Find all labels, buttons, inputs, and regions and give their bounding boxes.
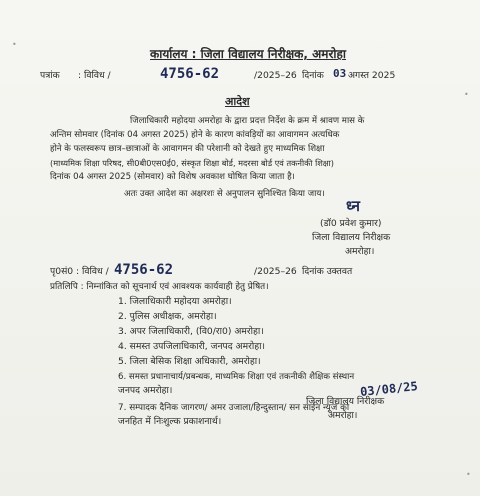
copy-item-2: 2. पुलिस अधीक्षक, अमरोहा। [118,311,217,322]
officer-designation-2: जिला विद्यालय निरीक्षक [306,396,385,407]
paper-speck: • [12,40,17,49]
dispatch-year: /2025–26 [254,266,297,277]
signature-mark-2: 03/08/25 [359,379,419,399]
officer-place-2: अमरोहा। [328,410,358,421]
copy-item-6: 6. समस्त प्रधानाचार्य/प्रबन्धक, माध्यमिक शिक्षा एवं तकनीकी शैक्षिक संस्थान [118,372,355,382]
dispatch-prefix: पृ0सं0 : विविध / [50,266,109,277]
order-line-3: होने के फलस्वरूप छात्र–छात्राओं के आवागमन की परेशानी को देखते हुए माध्यमिक शिक्षा [50,144,325,154]
order-heading: आदेश [225,95,250,108]
date-hand: 03 [333,67,347,80]
dispatch-number: 4756-62 [114,262,174,278]
order-line-4: (माध्यमिक शिक्षा परिषद, सी0बी0एस0ई0, संस्कृत शिक्षा बोर्ड, मदरसा बोर्ड एवं तकनीकी शिक्षा) [50,158,334,168]
paper-speck: • [464,90,469,99]
copy-item-7: 7. सम्पादक दैनिक जागरण/ अमर उजाला/हिन्दुस्तान/ सन साईन न्यूज को [118,403,350,413]
order-line-6: अतः उक्त आदेश का अक्षरशः से अनुपालन सुनिश्चित किया जाय। [124,189,325,199]
office-title: कार्यालय : जिला विद्यालय निरीक्षक, अमरोहा [150,47,346,61]
date-label: दिनांक [302,70,324,81]
order-line-1: जिलाधिकारी महोदया अमरोहा के द्वारा प्रदत्त निर्देश के क्रम में श्रावण मास के [130,116,365,126]
copy-item-3: 3. अपर जिलाधिकारी, (वि0/रा0) अमरोहा। [118,326,264,337]
copy-item-5: 5. जिला बेसिक शिक्षा अधिकारी, अमरोहा। [118,356,261,367]
officer-place-1: अमरोहा। [345,246,375,257]
officer-name: (डॉ0 प्रवेश कुमार) [320,218,382,229]
order-line-2: अन्तिम सोमवार (दिनांक 04 अगस्त 2025) होने के कारण कांवड़ियों का आवागमन अत्यधिक [50,130,340,140]
copy-item-4: 4. समस्त उपजिलाधिकारी, जनपद अमरोहा। [118,341,265,352]
signature-mark-1: ध्न [346,197,360,215]
copy-item-6-cont: जनपद अमरोहा। [118,385,173,396]
patrank-vividh: : विविध / [78,70,111,81]
paper-speck: • [466,470,471,479]
copy-item-1: 1. जिलाधिकारी महोदया अमरोहा। [118,296,232,307]
officer-designation-1: जिला विद्यालय निरीक्षक [312,232,391,243]
date-rest: अगस्त 2025 [348,70,396,81]
copy-item-7-cont: जनहित में निःशुल्क प्रकाशनार्थ। [118,416,222,427]
order-line-5: दिनांक 04 अगस्त 2025 (सोमवार) को विशेष अवकाश घोषित किया जाता है। [50,172,295,182]
pratilipi-line: प्रतिलिपि : निम्नांकित को सूचनार्थ एवं आवश्यक कार्यवाही हेतु प्रेषित। [50,282,269,292]
patrank-label: पत्रांक [40,70,60,81]
patrank-number: 4756-62 [160,66,220,82]
dispatch-date: दिनांक उक्तवत [302,266,353,277]
patrank-year: /2025–26 [254,70,297,81]
